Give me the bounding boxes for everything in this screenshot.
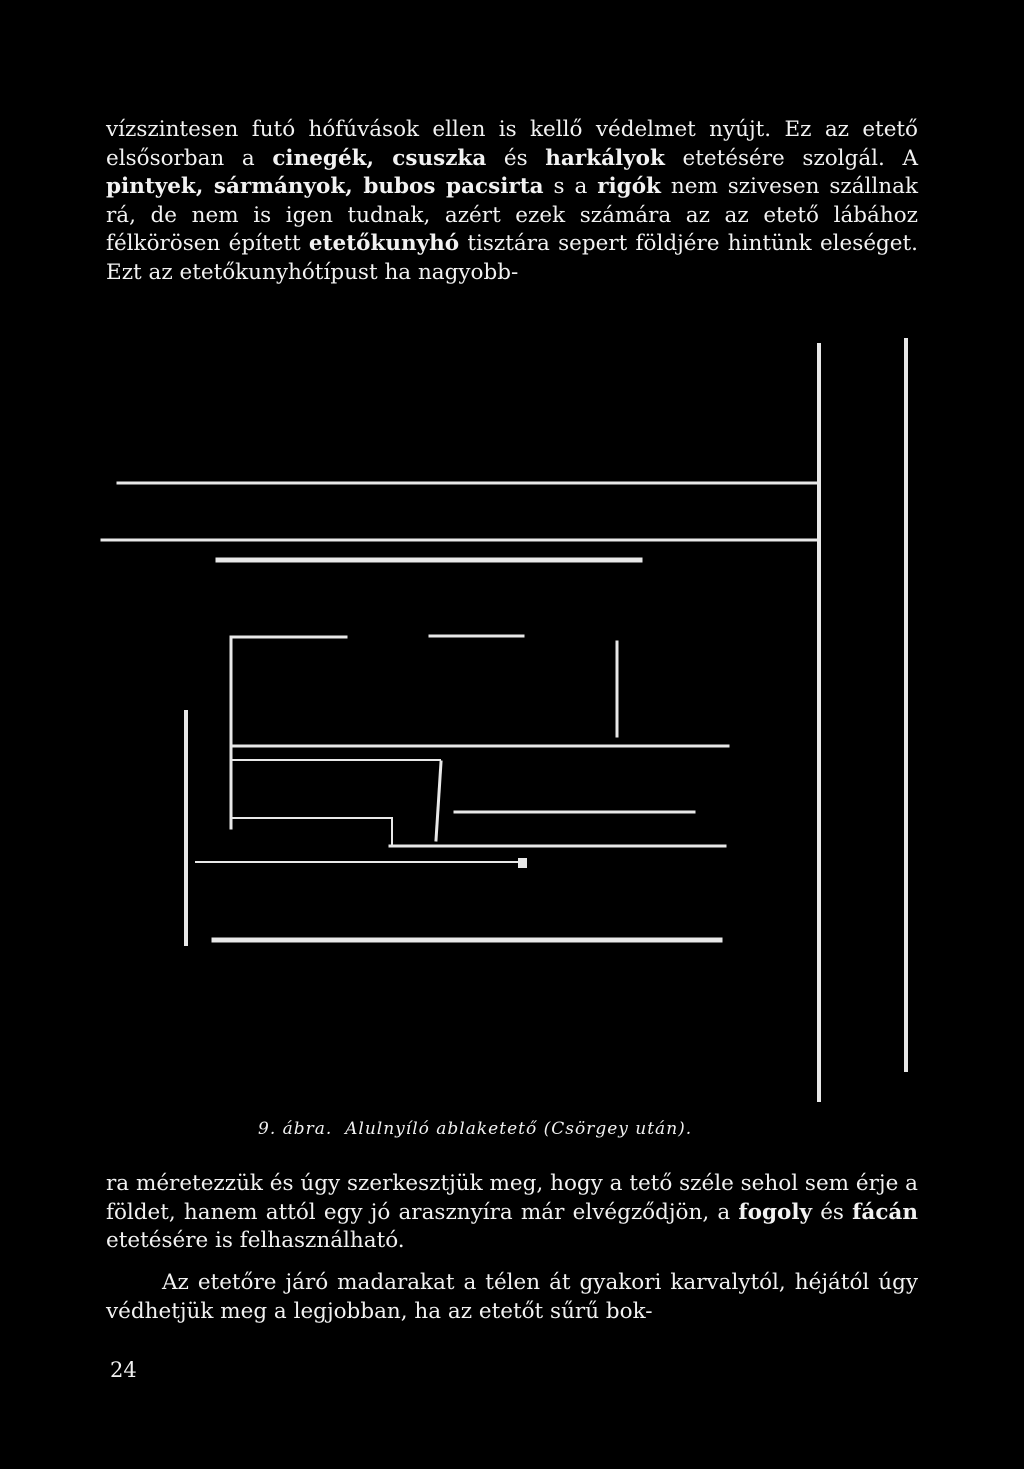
text-run: s a [543,174,598,199]
figure-caption-text: Alulnyíló ablaketető (Csörgey után). [345,1119,693,1139]
bold-term: rigók [597,174,661,199]
text-run: tisztára sepert földjére hintünk eleséget. Ezt az etetőkunyhótípust ha nagyobb- [106,231,918,285]
text-run: etetésére is felhasználható. [106,1228,405,1253]
text-run: Az etetőre járó madarakat a télen át gyakori karvalytól, héjától úgy védhetjük meg a legjobban, ha az etetőt sűrű bok- [106,1270,918,1324]
figure-number: 9. ábra. [258,1119,333,1139]
bold-term: etetőkunyhó [308,231,460,256]
bold-term: harkályok [545,145,665,171]
bold-term: pintyek, sármányok, bubos pacsirta [106,174,544,199]
text-run: vízszintesen futó hófúvások ellen is kellő védelmet nyújt. Ez az etető elsősorban a [106,117,918,171]
text-run: etetésére szolgál. A [664,145,918,171]
figure-caption [258,1119,818,1139]
text-run: és [486,145,546,171]
bold-term: cinegék, csuszka [272,145,487,171]
page-number: 24 [110,1358,137,1382]
bold-term: fácán [852,1199,918,1225]
bold-term: fogoly [738,1199,812,1225]
figure-divider [436,762,441,840]
paragraph-bottom [106,1269,918,1326]
text-run: ra méretezzük és úgy szerkesztjük meg, hogy a tető széle sehol sem érje a földet, hanem attól egy jó arasznyíra már elvégződjön, a [106,1171,918,1225]
figure-block [518,858,527,868]
paragraph-middle [106,1170,918,1256]
text-run: és [812,1199,853,1225]
text-run: nem szivesen szállnak rá, de nem is igen tudnak, azért ezek számára az az etető lábához félkörösen épített [106,174,918,256]
